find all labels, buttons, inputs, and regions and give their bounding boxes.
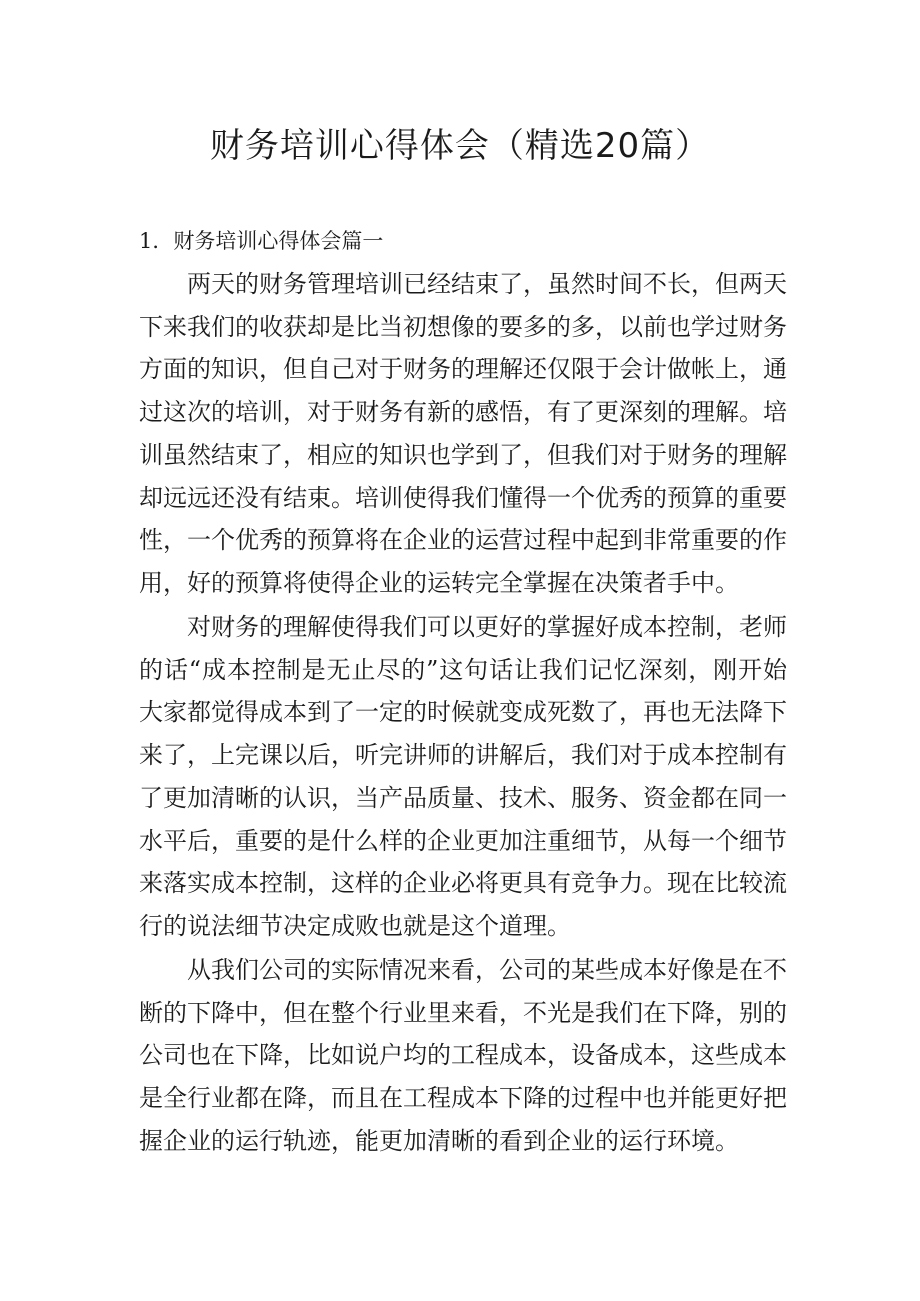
paragraph-2: 对财务的理解使得我们可以更好的掌握好成本控制，老师的话“成本控制是无止尽的”这句话让我们记忆深刻，刚开始大家都觉得成本到了一定的时候就变成死数了，再也无法降下来了，上完课以后，听完讲师的讲解后，我们对于成本控制有了更加清晰的认识，当产品质量、技术、服务、资金都在同一水平后，重要的是什么样的企业更加注重细节，从每一个细节来落实成本控制，这样的企业必将更具有竞争力。现在比较流行的说法细节决定成败也就是这个道理。 bbox=[139, 613, 787, 940]
section-heading: 1．财务培训心得体会篇一 bbox=[139, 229, 384, 253]
document-title: 财务培训心得体会（精选20篇） bbox=[209, 126, 711, 166]
paragraph-1: 两天的财务管理培训已经结束了，虽然时间不长，但两天下来我们的收获却是比当初想像的要多的多，以前也学过财务方面的知识，但自己对于财务的理解还仅限于会计做帐上，通过这次的培训，对于财务有新的感悟，有了更深刻的理解。培训虽然结束了，相应的知识也学到了，但我们对于财务的理解却远远还没有结束。培训使得我们懂得一个优秀的预算的重要性，一个优秀的预算将在企业的运营过程中起到非常重要的作用，好的预算将使得企业的运转完全掌握在决策者手中。 bbox=[139, 270, 787, 597]
document-body bbox=[139, 0, 787, 1301]
paragraph-3: 从我们公司的实际情况来看，公司的某些成本好像是在不断的下降中，但在整个行业里来看，不光是我们在下降，别的公司也在下降，比如说户均的工程成本，设备成本，这些成本是全行业都在降，而且在工程成本下降的过程中也并能更好把握企业的运行轨迹，能更加清晰的看到企业的运行环境。 bbox=[139, 956, 787, 1155]
